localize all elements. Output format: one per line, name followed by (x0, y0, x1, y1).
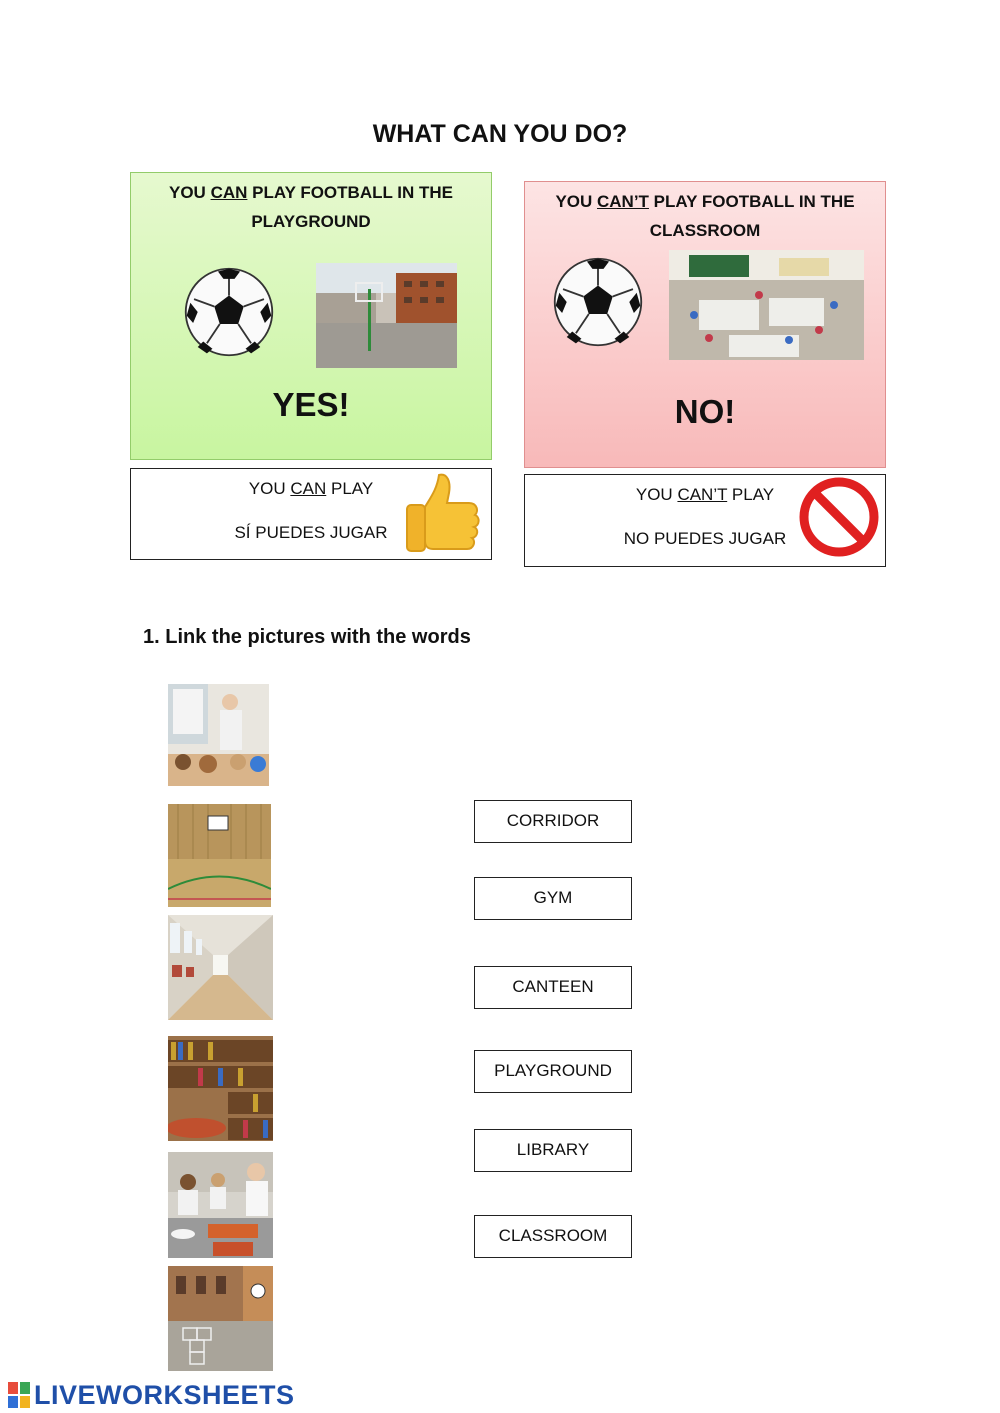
football-icon (181, 266, 277, 358)
cant-note-line2: NO PUEDES JUGAR (623, 529, 787, 548)
can-panel (130, 172, 492, 460)
word-box[interactable]: PLAYGROUND (474, 1050, 632, 1093)
can-keyword: CAN (210, 183, 248, 202)
cant-panel-heading: YOU CAN’T PLAY FOOTBALL IN THE CLASSROOM (555, 192, 855, 240)
brand-logo (8, 1380, 295, 1410)
word-box[interactable]: CANTEEN (474, 966, 632, 1009)
can-verdict: YES! (272, 386, 350, 423)
can-panel-heading: YOU CAN PLAY FOOTBALL IN THE PLAYGROUND (169, 183, 453, 231)
classroom-photo[interactable] (168, 684, 269, 786)
can-note-line2: SÍ PUEDES JUGAR (234, 523, 388, 542)
cant-note-box (524, 474, 886, 567)
cant-panel (524, 181, 886, 468)
exercise-instruction: 1. Link the pictures with the words (143, 626, 471, 648)
page-title: WHAT CAN YOU DO? (372, 120, 628, 148)
word-box[interactable]: LIBRARY (474, 1129, 632, 1172)
classroom-photo (669, 250, 864, 360)
can-note-line1: YOU CAN PLAY (248, 479, 374, 498)
blocks-icon (8, 1382, 30, 1408)
no-entry-icon (797, 475, 881, 559)
cant-keyword: CAN’T (597, 192, 649, 211)
brand-name: LIVEWORKSHEETS (34, 1379, 295, 1410)
cant-verdict: NO! (674, 393, 736, 430)
football-icon (550, 256, 646, 348)
word-box[interactable]: GYM (474, 877, 632, 920)
word-box[interactable]: CORRIDOR (474, 800, 632, 843)
word-box[interactable]: CLASSROOM (474, 1215, 632, 1258)
library-photo[interactable] (168, 1036, 273, 1141)
playground-photo (316, 263, 457, 368)
can-note-box (130, 468, 492, 560)
thumbs-up-icon (403, 471, 481, 553)
cant-note-line1: YOU CAN’T PLAY (635, 485, 775, 504)
playground-photo[interactable] (168, 1266, 273, 1371)
canteen-photo[interactable] (168, 1152, 273, 1258)
gym-photo[interactable] (168, 804, 271, 907)
corridor-photo[interactable] (168, 915, 273, 1020)
